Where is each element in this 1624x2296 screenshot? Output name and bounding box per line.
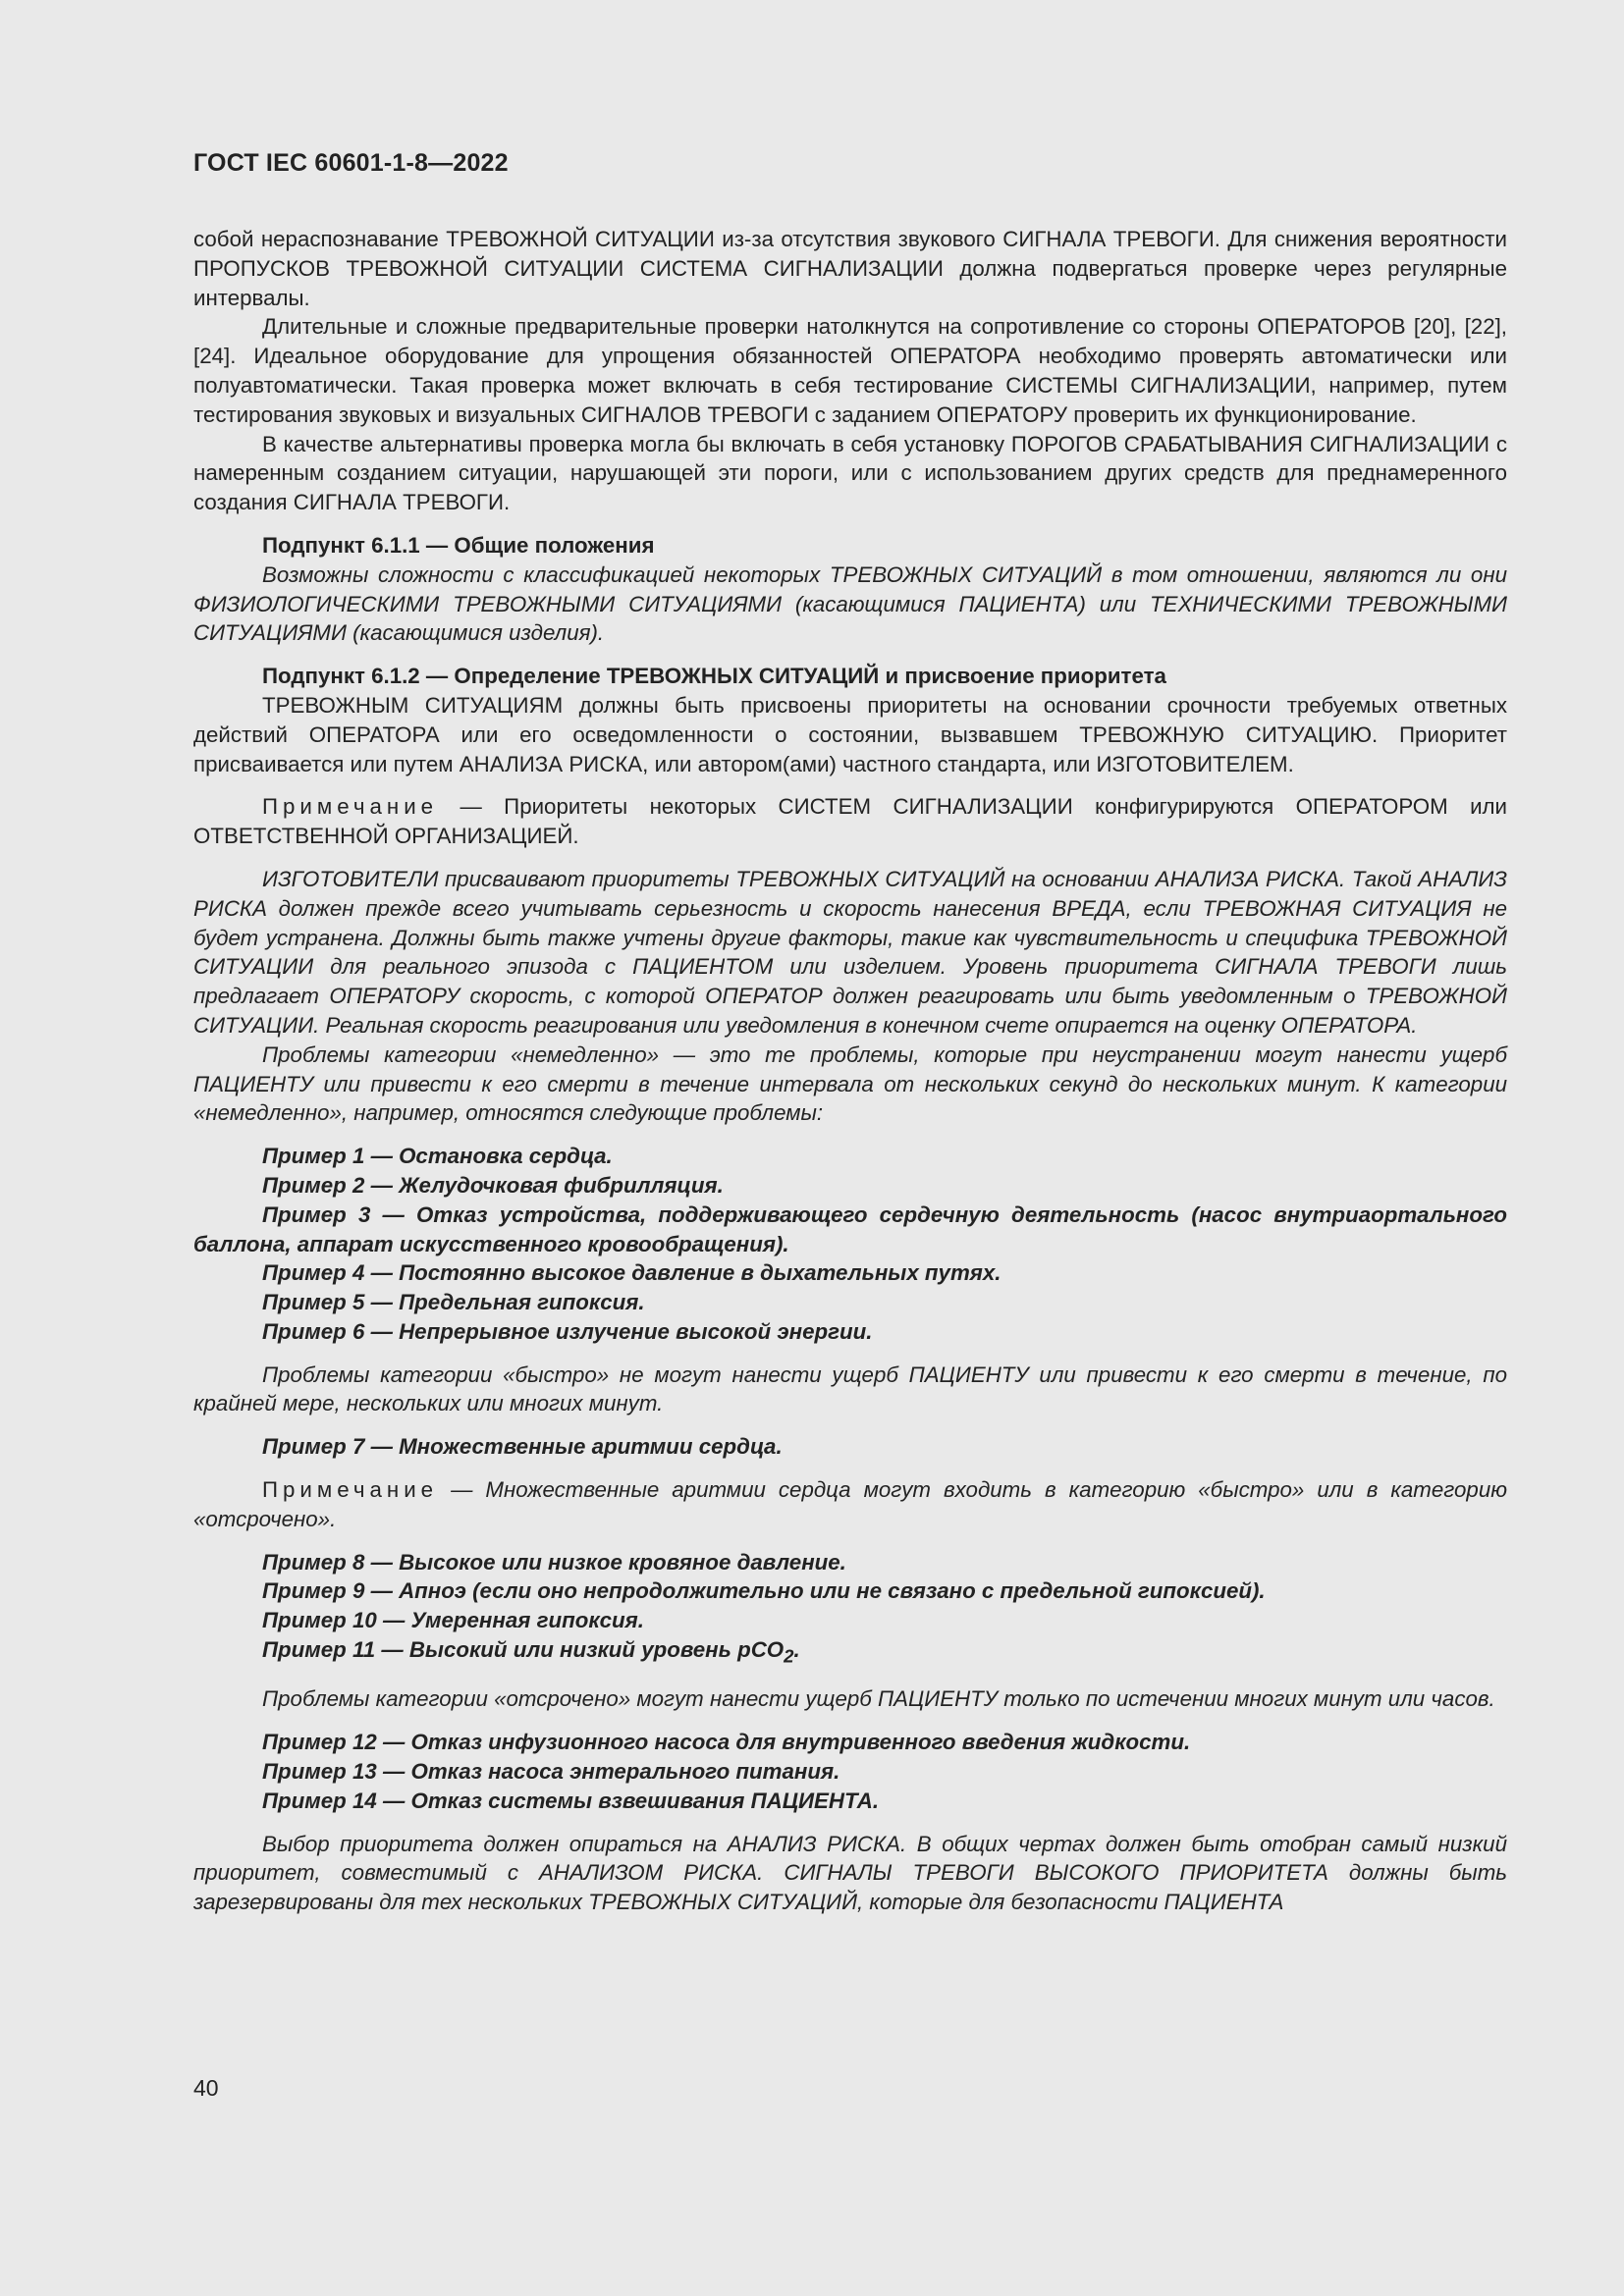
example-item: Пример 14 — Отказ системы взвешивания ПАЦИЕНТА. [262, 1788, 880, 1813]
page-number: 40 [193, 2075, 219, 2101]
document-body [193, 225, 1507, 1917]
paragraph: Проблемы категории «отсрочено» могут нанести ущерб ПАЦИЕНТУ только по истечении многих минут или часов. [262, 1686, 1495, 1712]
note-text: — Приоритеты некоторых СИСТЕМ СИГНАЛИЗАЦИИ конфигурируются ОПЕРАТОРОМ или ОТВЕТСТВЕННОЙ ОРГАНИЗАЦИЕЙ. [193, 794, 1507, 849]
example-item: Пример 10 — Умеренная гипоксия. [262, 1608, 644, 1633]
example-item: Пример 4 — Постоянно высокое давление в дыхательных путях. [262, 1260, 1001, 1286]
example-item [193, 1635, 1507, 1671]
example-item: Пример 12 — Отказ инфузионного насоса для внутривенного введения жидкости. [262, 1730, 1191, 1755]
note-label: Примечание [262, 1477, 439, 1503]
note-label: Примечание [262, 794, 439, 820]
example-item: Пример 7 — Множественные аритмии сердца. [262, 1434, 783, 1460]
paragraph: Возможны сложности с классификацией некоторых ТРЕВОЖНЫХ СИТУАЦИЙ в том отношении, являются ли они ФИЗИОЛОГИЧЕСКИМИ ТРЕВОЖНЫМИ СИТУАЦИЯМИ (касающимися ПАЦИЕНТА) или ТЕХНИЧЕСКИМИ ТРЕВОЖНЫМИ СИТУАЦИЯМИ (касающимися изделия). [193, 561, 1507, 646]
paragraph: В качестве альтернативы проверка могла бы включать в себя установку ПОРОГОВ СРАБАТЫВАНИЯ СИГНАЛИЗАЦИИ с намеренным созданием ситуации, нарушающей эти пороги, или с использованием других средств для преднамеренного создания СИГНАЛА ТРЕВОГИ. [193, 431, 1507, 515]
note-text: — Множественные аритмии сердца могут входить в категорию «быстро» или в категорию «отсрочено». [193, 1477, 1507, 1531]
example-end: . [793, 1637, 800, 1663]
example-item: Пример 1 — Остановка сердца. [262, 1144, 613, 1169]
document-header: ГОСТ IEC 60601-1-8—2022 [193, 149, 509, 177]
example-item: Пример 2 — Желудочковая фибрилляция. [262, 1172, 724, 1198]
paragraph: ИЗГОТОВИТЕЛИ присваивают приоритеты ТРЕВОЖНЫХ СИТУАЦИЙ на основании АНАЛИЗА РИСКА. Такой АНАЛИЗ РИСКА должен прежде всего учитывать серьезность и скорость нанесения ВРЕДА, если ТРЕВОЖНАЯ СИТУАЦИЯ не будет устранена. Должны быть также учтены другие факторы, такие как чувствительность и специфика ТРЕВОЖНОЙ СИТУАЦИИ для реального эпизода с ПАЦИЕНТОМ или изделием. Уровень приоритета СИГНАЛА ТРЕВОГИ лишь предлагает ОПЕРАТОРУ скорость, с которой ОПЕРАТОР должен реагировать или быть уведомленным о ТРЕВОЖНОЙ СИТУАЦИИ. Реальная скорость реагирования или уведомления в конечном счете опирается на оценку ОПЕРАТОРА. [193, 866, 1507, 1038]
subsection-heading: Подпункт 6.1.1 — Общие положения [262, 532, 655, 558]
example-item: Пример 13 — Отказ насоса энтерального питания. [262, 1758, 840, 1784]
paragraph: Проблемы категории «быстро» не могут нанести ущерб ПАЦИЕНТУ или привести к его смерти в течение, по крайней мере, нескольких или многих минут. [193, 1362, 1507, 1416]
paragraph: собой нераспознавание ТРЕВОЖНОЙ СИТУАЦИИ из-за отсутствия звукового СИГНАЛА ТРЕВОГИ. Для снижения вероятности ПРОПУСКОВ ТРЕВОЖНОЙ СИТУАЦИИ СИСТЕМА СИГНАЛИЗАЦИИ должна подвергаться проверке через регулярные интервалы. [193, 227, 1507, 310]
example-item: Пример 8 — Высокое или низкое кровяное давление. [262, 1549, 846, 1575]
paragraph: Проблемы категории «немедленно» — это те проблемы, которые при неустранении могут нанести ущерб ПАЦИЕНТУ или привести к его смерти в течение интервала от нескольких секунд до нескольких минут. К категории «немедленно», например, относятся следующие проблемы: [193, 1041, 1507, 1126]
note [193, 1475, 1507, 1534]
example-item: Пример 9 — Апноэ (если оно непродолжительно или не связано с предельной гипоксией). [262, 1578, 1266, 1604]
example-item: Пример 5 — Предельная гипоксия. [262, 1290, 645, 1315]
example-item: Пример 3 — Отказ устройства, поддерживающего сердечную деятельность (насос внутриаортального баллона, аппарат искусственного кровообращения). [193, 1201, 1507, 1256]
example-item: Пример 6 — Непрерывное излучение высокой энергии. [262, 1318, 873, 1344]
paragraph: Длительные и сложные предварительные проверки натолкнутся на сопротивление со стороны ОПЕРАТОРОВ [20], [22], [24]. Идеальное оборудование для упрощения обязанностей ОПЕРАТОРА необходимо проверять автоматически или полуавтоматически. Такая проверка может включать в себя тестирование СИСТЕМЫ СИГНАЛИЗАЦИИ, например, путем тестирования звуковых и визуальных СИГНАЛОВ ТРЕВОГИ с заданием ОПЕРАТОРУ проверить их функционирование. [193, 314, 1507, 427]
subsection-heading: Подпункт 6.1.2 — Определение ТРЕВОЖНЫХ СИТУАЦИЙ и присвоение приоритета [262, 664, 1166, 689]
subscript: 2 [784, 1645, 794, 1667]
paragraph: Выбор приоритета должен опираться на АНАЛИЗ РИСКА. В общих чертах должен быть отобран самый низкий приоритет, совместимый с АНАЛИЗОМ РИСКА. СИГНАЛЫ ТРЕВОГИ ВЫСОКОГО ПРИОРИТЕТА должны быть зарезервированы для тех нескольких ТРЕВОЖНЫХ СИТУАЦИЙ, которые для безопасности ПАЦИЕНТА [193, 1831, 1507, 1915]
paragraph: ТРЕВОЖНЫМ СИТУАЦИЯМ должны быть присвоены приоритеты на основании срочности требуемых ответных действий ОПЕРАТОРА или его осведомленности о состоянии, вызвавшем ТРЕВОЖНУЮ СИТУАЦИЮ. Приоритет присваивается или путем АНАЛИЗА РИСКА, или автором(ами) частного стандарта, или ИЗГОТОВИТЕЛЕМ. [193, 692, 1507, 776]
example-text: Пример 11 — Высокий или низкий уровень pCO [262, 1637, 785, 1663]
note [193, 792, 1507, 851]
